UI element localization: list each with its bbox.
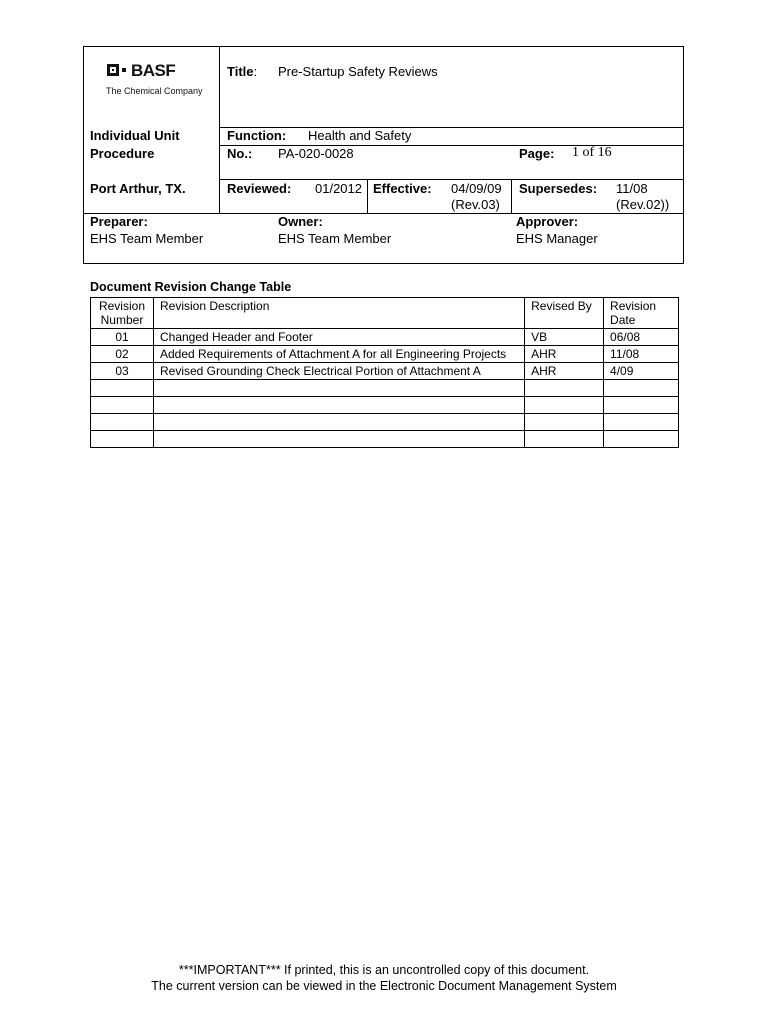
revised-by-cell: VB [525,329,604,346]
table-row [91,414,679,431]
owner-value: EHS Team Member [278,231,392,246]
revision-table-heading: Document Revision Change Table [90,280,292,294]
effective-value [451,181,502,213]
page-label: Page: [519,146,555,161]
header-border-bottom [83,263,684,264]
logo-tagline: The Chemical Company [106,86,203,96]
revision-description-cell [153,380,524,397]
revised-by-cell [525,380,604,397]
header-divider-1 [219,127,684,128]
revision-date-cell [604,431,679,448]
header-divider-3 [219,179,684,180]
revision-date-cell: 06/08 [604,329,679,346]
logo-square-icon [107,64,119,76]
revision-description-cell [153,431,524,448]
preparer-value: EHS Team Member [90,231,204,246]
revision-date-cell [604,397,679,414]
title-label: Title: [227,64,258,79]
revised-by-cell [525,414,604,431]
effective-date: 04/09/09 [451,181,502,196]
revision-number-cell: 01 [91,329,154,346]
col-header-revision-date: Revision Date [604,298,679,329]
header-divider-vertical [219,46,220,213]
function-value: Health and Safety [308,128,412,143]
revision-number-cell [91,397,154,414]
header-border-right [683,46,684,264]
header-divider-reviewed [367,179,368,213]
table-row [91,397,679,414]
reviewed-value: 01/2012 [315,181,362,196]
logo-brand: BASF [131,61,176,80]
header-divider-effective [511,179,512,213]
revision-number-cell [91,431,154,448]
number-label: No.: [227,146,253,161]
header-divider-4 [83,213,684,214]
col-header-revised-by: Revised By [525,298,604,329]
supersedes-revision: (Rev.02)) [616,197,670,212]
effective-label: Effective: [373,181,432,196]
supersedes-label: Supersedes: [519,181,598,196]
preparer-label: Preparer: [90,214,148,229]
table-row [91,431,679,448]
revision-date-cell [604,380,679,397]
revision-date-cell: 11/08 [604,346,679,363]
approver-value: EHS Manager [516,231,598,246]
header-border-left [83,46,84,264]
col-header-revision-number: Revision Number [91,298,154,329]
location-label: Port Arthur, TX. [90,181,186,196]
revision-number-cell: 02 [91,346,154,363]
table-row [91,346,679,363]
owner-label: Owner: [278,214,323,229]
logo-dot-icon [122,68,126,72]
revision-description-cell [153,414,524,431]
reviewed-label: Reviewed: [227,181,292,196]
approver-label: Approver: [516,214,579,229]
table-row [91,329,679,346]
revision-description-cell: Changed Header and Footer [153,329,524,346]
revised-by-cell: AHR [525,363,604,380]
revision-number-cell: 03 [91,363,154,380]
procedure-label: Individual Unit Procedure [90,128,180,161]
revision-description-cell: Revised Grounding Check Electrical Portion of Attachment A [153,363,524,380]
revision-date-cell: 4/09 [604,363,679,380]
revision-table-header-row [91,298,679,329]
page-value: 1 of 16 [572,145,612,160]
table-row [91,380,679,397]
revised-by-cell: AHR [525,346,604,363]
revised-by-cell [525,397,604,414]
number-value: PA-020-0028 [278,146,354,161]
effective-revision: (Rev.03) [451,197,500,212]
revision-date-cell [604,414,679,431]
revision-number-cell [91,380,154,397]
revision-number-cell [91,414,154,431]
title-value: Pre-Startup Safety Reviews [278,64,438,79]
revision-table [90,297,679,448]
footer-edms-notice: The current version can be viewed in the Electronic Document Management System [151,979,617,993]
revision-description-cell: Added Requirements of Attachment A for all Engineering Projects [153,346,524,363]
document-footer [0,962,768,994]
footer-important-notice: ***IMPORTANT*** If printed, this is an uncontrolled copy of this document. [178,963,590,977]
col-header-revision-description: Revision Description [153,298,524,329]
revised-by-cell [525,431,604,448]
supersedes-date: 11/08 [616,181,648,196]
supersedes-value [616,181,669,213]
function-label: Function: [227,128,287,143]
table-row [91,363,679,380]
header-border-top [83,46,684,47]
revision-description-cell [153,397,524,414]
